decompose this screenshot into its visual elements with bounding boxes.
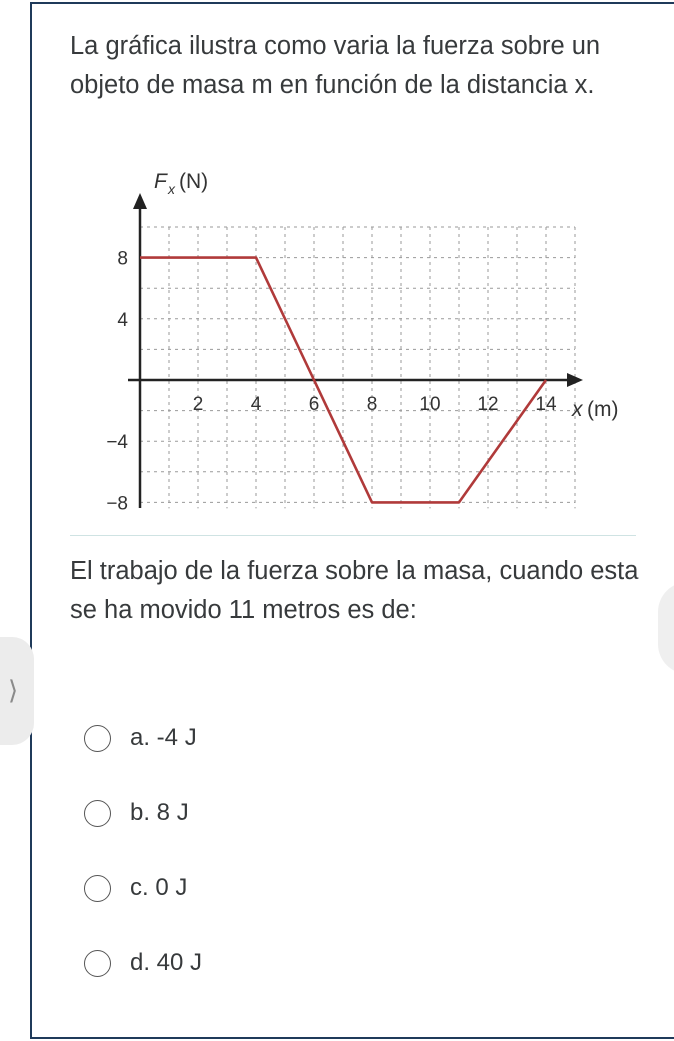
x-axis-label-unit: (m)	[587, 398, 619, 421]
x-tick-label: 6	[308, 394, 320, 415]
force-distance-graph	[88, 158, 648, 523]
question-intro: La gráfica ilustra como varia la fuerza sobre un objeto de masa m en función de la distancia x.	[70, 32, 601, 99]
x-tick-label: 2	[192, 394, 204, 415]
option-b[interactable]	[84, 793, 384, 833]
y-tick-label: 8	[117, 248, 128, 270]
y-tick-label: 4	[117, 309, 128, 331]
y-axis-label-sub: x	[168, 181, 175, 197]
x-tick-label: 10	[419, 394, 441, 415]
option-label: d. 40 J	[130, 949, 203, 976]
radio-icon[interactable]	[84, 725, 111, 752]
drawer-toggle-button[interactable]	[0, 637, 34, 745]
radio-icon[interactable]	[84, 950, 111, 977]
option-label: c. 0 J	[130, 874, 188, 901]
x-tick-label: 8	[366, 394, 378, 415]
radio-icon[interactable]	[84, 800, 111, 827]
option-d[interactable]	[84, 943, 384, 983]
y-axis	[133, 193, 147, 508]
radio-icon[interactable]	[84, 875, 111, 902]
question-prompt: El trabajo de la fuerza sobre la masa, cuando esta se ha movido 11 metros es de:	[70, 557, 639, 624]
x-axis-label	[571, 398, 618, 421]
y-axis-label-unit: (N)	[179, 170, 209, 193]
y-tick-label: −8	[106, 493, 128, 515]
option-label: a. -4 J	[130, 724, 197, 751]
chevron-right-icon: ⟩	[8, 675, 19, 705]
option-a[interactable]	[84, 718, 384, 758]
x-axis	[128, 373, 583, 387]
option-c[interactable]	[84, 868, 384, 908]
x-tick-labels	[193, 394, 557, 415]
x-tick-label: 12	[477, 394, 499, 415]
option-label: b. 8 J	[130, 799, 189, 826]
y-axis-label-main: F	[154, 170, 167, 193]
grid	[140, 227, 575, 508]
y-axis-label	[154, 170, 208, 197]
x-tick-label: 4	[250, 394, 262, 415]
y-tick-labels	[106, 249, 128, 515]
x-axis-label-main: x	[572, 398, 583, 421]
y-tick-label: −4	[106, 432, 128, 454]
x-tick-label: 14	[535, 394, 557, 415]
divider	[70, 535, 636, 536]
